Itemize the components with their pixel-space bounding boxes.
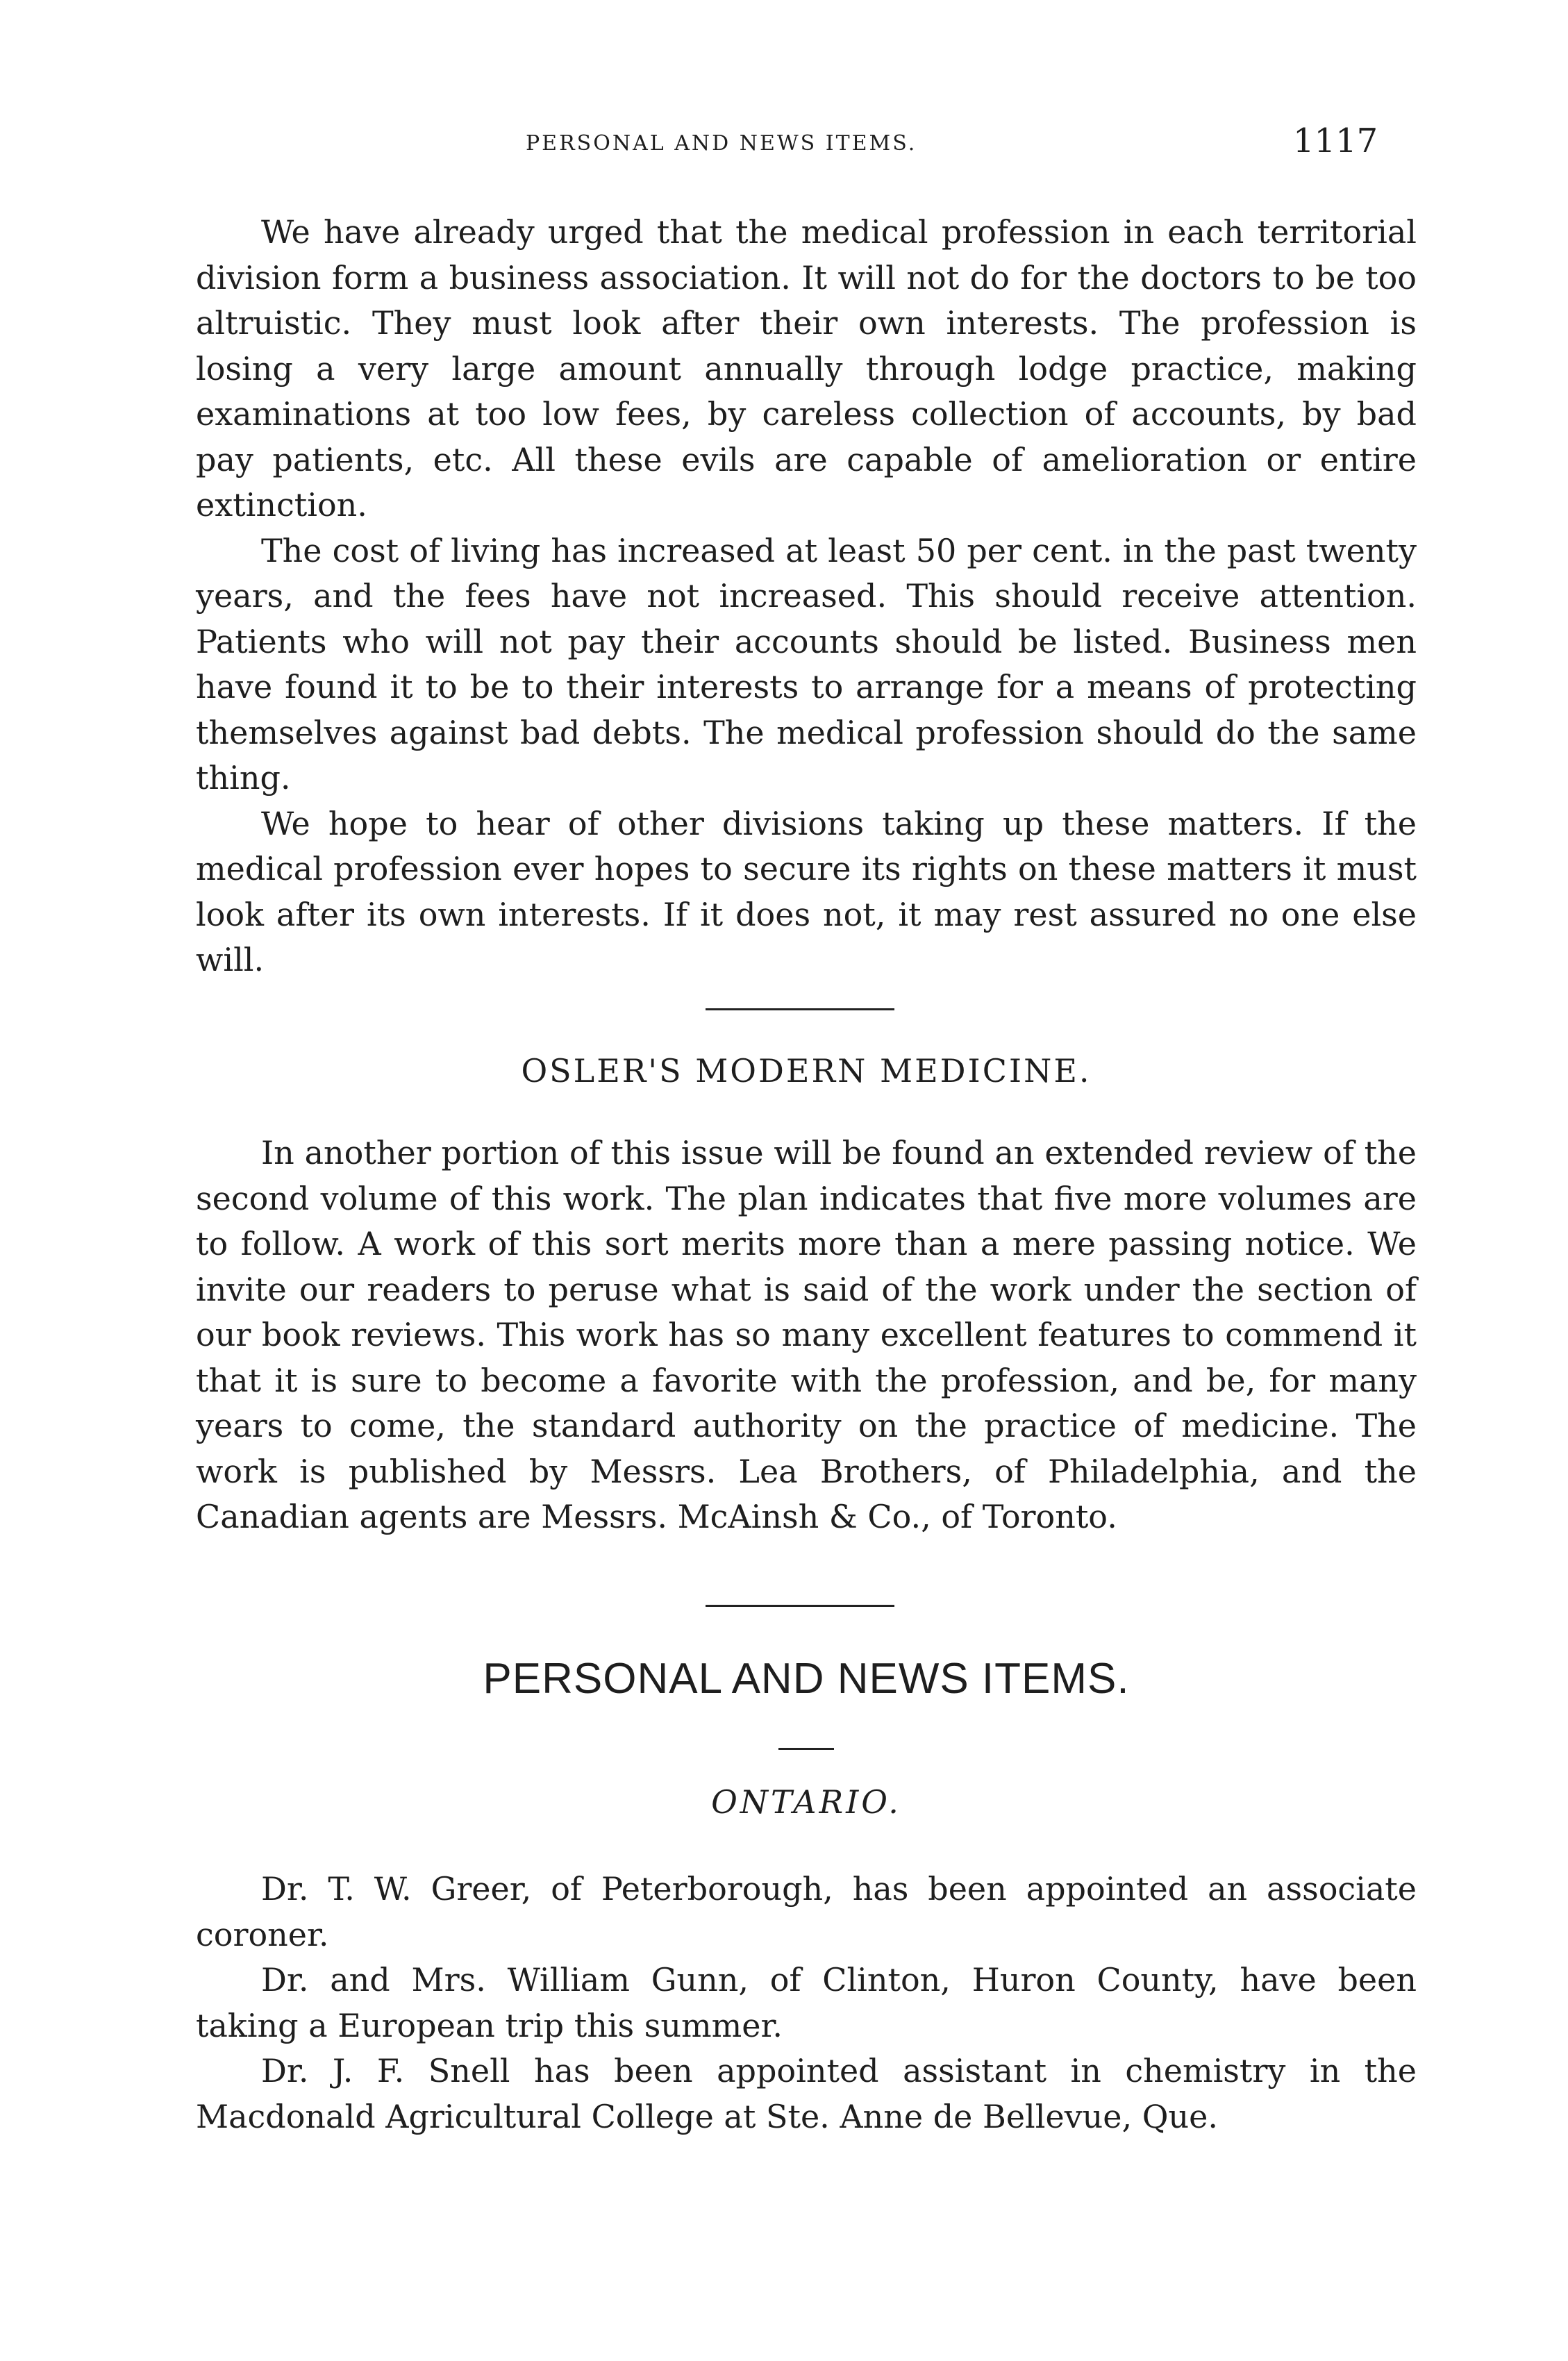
news-item: Dr. T. W. Greer, of Peterborough, has been appointed an associate coroner. [196,1870,1417,1953]
personal-news-heading: PERSONAL AND NEWS ITEMS. [483,1655,1130,1703]
news-item: Dr. J. F. Snell has been appointed assistant in chemistry in the Macdonald Agricultural College at Ste. Anne de Bellevue, Que. [196,2052,1417,2135]
news-item: Dr. and Mrs. William Gunn, of Clinton, Huron County, have been taking a European trip this summer. [196,1961,1417,2044]
running-title: PERSONAL AND NEWS ITEMS. [526,131,917,156]
short-divider [778,1748,834,1750]
section-divider [706,1008,894,1010]
paragraph: We have already urged that the medical profession in each territorial division form a business association. It will not do for the doctors to be too altruistic. They must look after their own interests. The profession is losing a very large amount annually through lodge practice, making examinations at too low fees, by careless collection of accounts, by bad pay patients, etc. All these evils are capable of amelioration or entire extinction. [196,213,1417,524]
paragraph: We hope to hear of other divisions taking up these matters. If the medical profession ever hopes to secure its rights on these matters it must look after its own interests. If it does not, it may rest assured no one else will. [196,804,1417,978]
paragraph: The cost of living has increased at least 50 per cent. in the past twenty years, and the fees have not increased. This should receive attention. Patients who will not pay their accounts should be listed. Business men have found it to be to their interests to arrange for a means of protecting themselves against bad debts. The medical profession should do the same thing. [196,531,1417,796]
article-business-association [196,210,1417,983]
running-header [0,122,1568,163]
article-osler-modern-medicine [196,1131,1417,1540]
ontario-subheading: ONTARIO. [711,1783,901,1821]
section-divider [706,1605,894,1607]
paragraph: In another portion of this issue will be found an extended review of the second volume of this work. The plan indicates that five more volumes are to follow. A work of this sort merits more than a mere passing notice. We invite our readers to peruse what is said of the work under the section of our book reviews. This work has so many excellent features to commend it that it is sure to become a favorite with the profession, and be, for many years to come, the standard authority on the practice of medicine. The work is published by Messrs. Lea Brothers, of Philadelphia, and the Canadian agents are Messrs. McAinsh & Co., of Toronto. [196,1134,1417,1535]
osler-heading: OSLER'S MODERN MEDICINE. [521,1052,1092,1090]
ontario-news-items [196,1867,1417,2139]
page-number: 1117 [1293,122,1378,160]
